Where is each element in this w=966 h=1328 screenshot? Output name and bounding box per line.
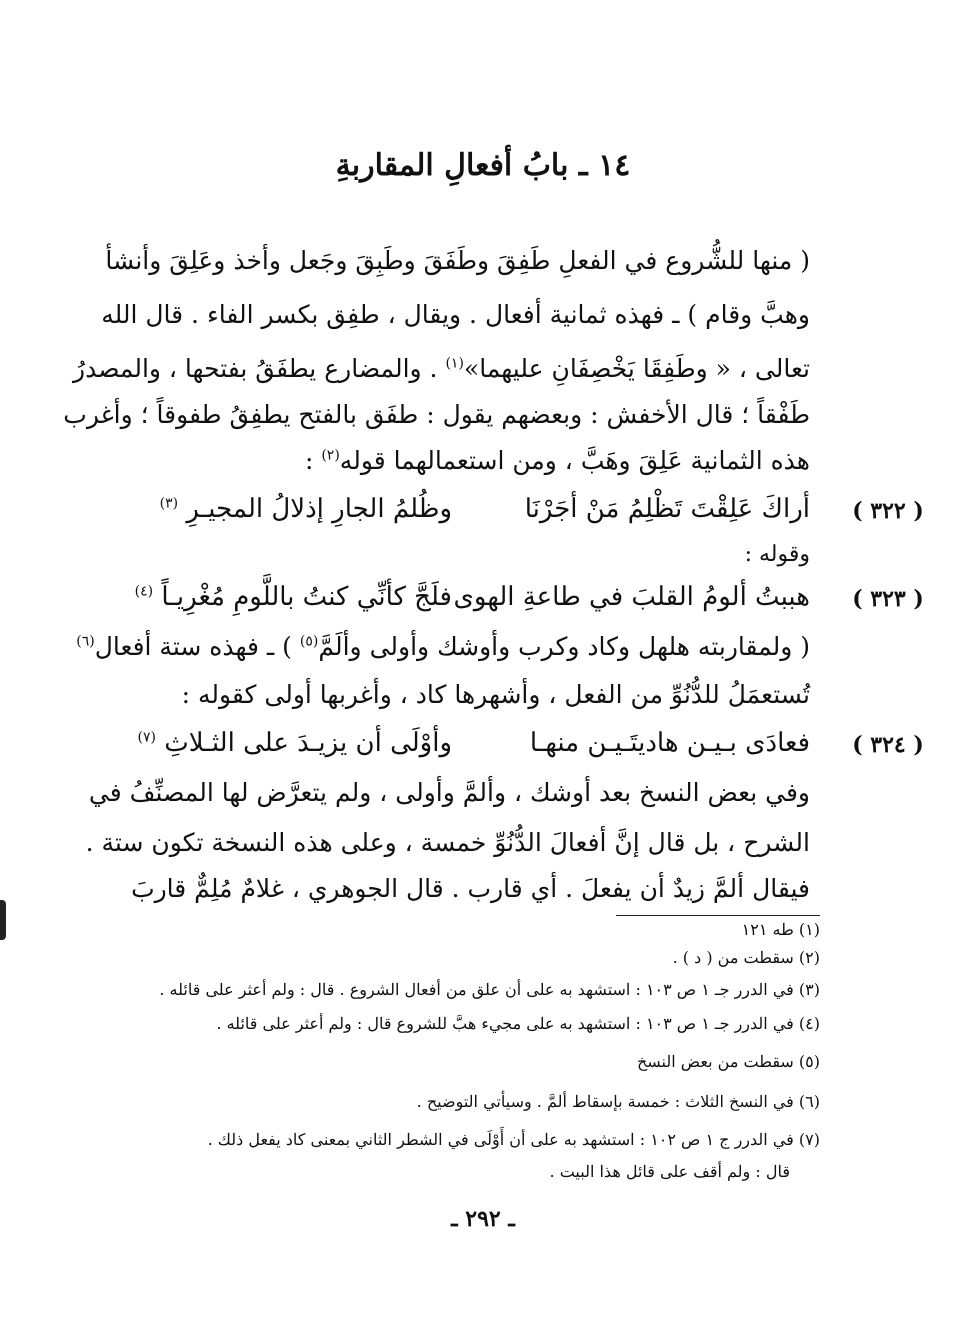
footnote-ref-6: (٦) [76, 633, 95, 650]
verse-324 [120, 728, 810, 772]
footnote-ref-3: (٣) [159, 495, 179, 512]
verse-324-second-text: وأوْلَى أن يزيـدَ على الثـلاثِ [164, 728, 452, 758]
footnote-2: (٢) سقطت من ( د ) . [672, 948, 820, 967]
footnote-7: (٧) في الدرر ج ١ ص ١٠٢ : استشهد به على أن أَوْلَى في الشطر الثاني بمعنى كاد يفعل ذلك . [207, 1130, 820, 1149]
verse-322-first-hemistich: أراكَ عَلِقْتَ تَظْلِمُ مَنْ أجَرْنَا [524, 494, 810, 524]
footnote-ref-7: (٧) [137, 729, 156, 746]
verse-323-second-text: فلَجَّ كأنِّي كنتُ باللَّومِ مُغْرِيـاً [161, 582, 452, 612]
para1-line-2: وهبَّ وقام ) ـ فهذه ثمانية أفعال . ويقال ، طفِق بكسر الفاء . قال الله [101, 300, 810, 329]
verse-323-first-hemistich: هببتُ ألومُ القلبَ في طاعةِ الهوى [453, 582, 810, 612]
footnote-1: (١) طه ١٢١ [741, 920, 820, 939]
para1-line-3-text: تعالى ، « وطَفِقَا يَخْصِفَانِ عليهما» [463, 354, 810, 383]
para1-line-3 [73, 354, 810, 383]
para3-line-2: الشرح ، بل قال إنَّ أفعالَ الدُّنُوِّ خمسة ، وعلى هذه النسخة تكون ستة . [85, 828, 810, 857]
footnote-7-continued: قال : ولم أقف على قائل هذا البيت . [549, 1162, 790, 1181]
footnote-5: (٥) سقطت من بعض النسخ [636, 1052, 820, 1071]
footnote-3: (٣) في الدرر جـ ١ ص ١٠٣ : استشهد به على أن علق من أفعال الشروع . قال : ولم أعثر على قائله . [159, 980, 820, 999]
footnote-ref-4: (٤) [134, 583, 154, 600]
para3-line-3: فيقال ألمَّ زيدٌ أن يفعلَ . أي قارب . قال الجوهري ، غلامٌ مُلِمٌّ قاربَ [131, 874, 810, 903]
para2-line-1 [76, 632, 810, 661]
footnote-ref-5: (٥) [299, 633, 319, 650]
para3-line-1: وفي بعض النسخ بعد أوشك ، وألمَّ وأولى ، ولم يتعرَّض لها المصنِّفُ في [88, 778, 810, 807]
binding-edge-mark [0, 900, 6, 940]
verse-322-second-hemistich [160, 494, 452, 524]
verse-number-322: ( ٣٢٢ ) [852, 498, 924, 524]
para1-line-5-text: هذه الثمانية عَلِقَ وهَبَّ ، ومن استعمالهما قوله [339, 446, 810, 475]
page-number: ـ ٢٩٢ ـ [451, 1206, 515, 1232]
verse-324-first-hemistich: فعادَى بـيـن هاديتَـيـن منهـا [529, 728, 810, 758]
para2-line-1-text: ( ولمقاربته هلهل وكاد وكرب وأوشك وأولى وألَمَّ [318, 632, 810, 661]
para2-line-2: تُستعمَلُ للدُّنُوِّ من الفعل ، وأشهرها كاد ، وأغربها أولى كقوله : [181, 680, 810, 709]
footnote-6: (٦) في النسخ الثلاث : خمسة بإسقاط ألمَّ . وسيأتي التوضيح . [416, 1092, 820, 1111]
verse-322 [120, 494, 810, 538]
verse-322-second-text: وظُلمُ الجارِ إذلالُ المجيـرِ [186, 494, 452, 524]
verse-323-second-hemistich [135, 582, 452, 612]
footnote-separator [616, 915, 820, 916]
footnote-4: (٤) في الدرر جـ ١ ص ١٠٣ : استشهد به على مجيء هبَّ للشروع قال : ولم أعثر على قائله . [216, 1014, 820, 1033]
verse-number-324: ( ٣٢٤ ) [852, 732, 924, 758]
wa-qawluhu-1: وقوله : [744, 542, 810, 567]
footnote-ref-2: (٢) [321, 447, 340, 464]
para1-line-4: طَفْقاً ؛ قال الأخفش : وبعضهم يقول : طفَق بالفتح يطفِقُ طفوقاً ؛ وأغرب [63, 400, 810, 429]
para2-line-1-tail: ) ـ فهذه ستة أفعال [94, 632, 292, 661]
chapter-title: ١٤ ـ بابُ أفعالِ المقاربةِ [335, 148, 631, 183]
para1-line-3-tail: . والمضارع يطفَقُ بفتحها ، والمصدرُ [73, 354, 438, 383]
verse-324-second-hemistich [137, 728, 452, 758]
verse-number-323: ( ٣٢٣ ) [852, 586, 924, 612]
para1-line-5: هذه الثمانية عَلِقَ وهَبَّ ، ومن استعمالهما قوله$^{(٢)}$ : [304, 446, 810, 475]
footnote-ref-1: (١) [445, 355, 464, 372]
para1-line-1: ( منها للشُّروع في الفعلِ طَفِقَ وطَفَقَ وطَبِقَ وجَعل وأخذ وعَلِقَ وأنشأ [105, 246, 810, 275]
verse-323 [120, 582, 810, 626]
